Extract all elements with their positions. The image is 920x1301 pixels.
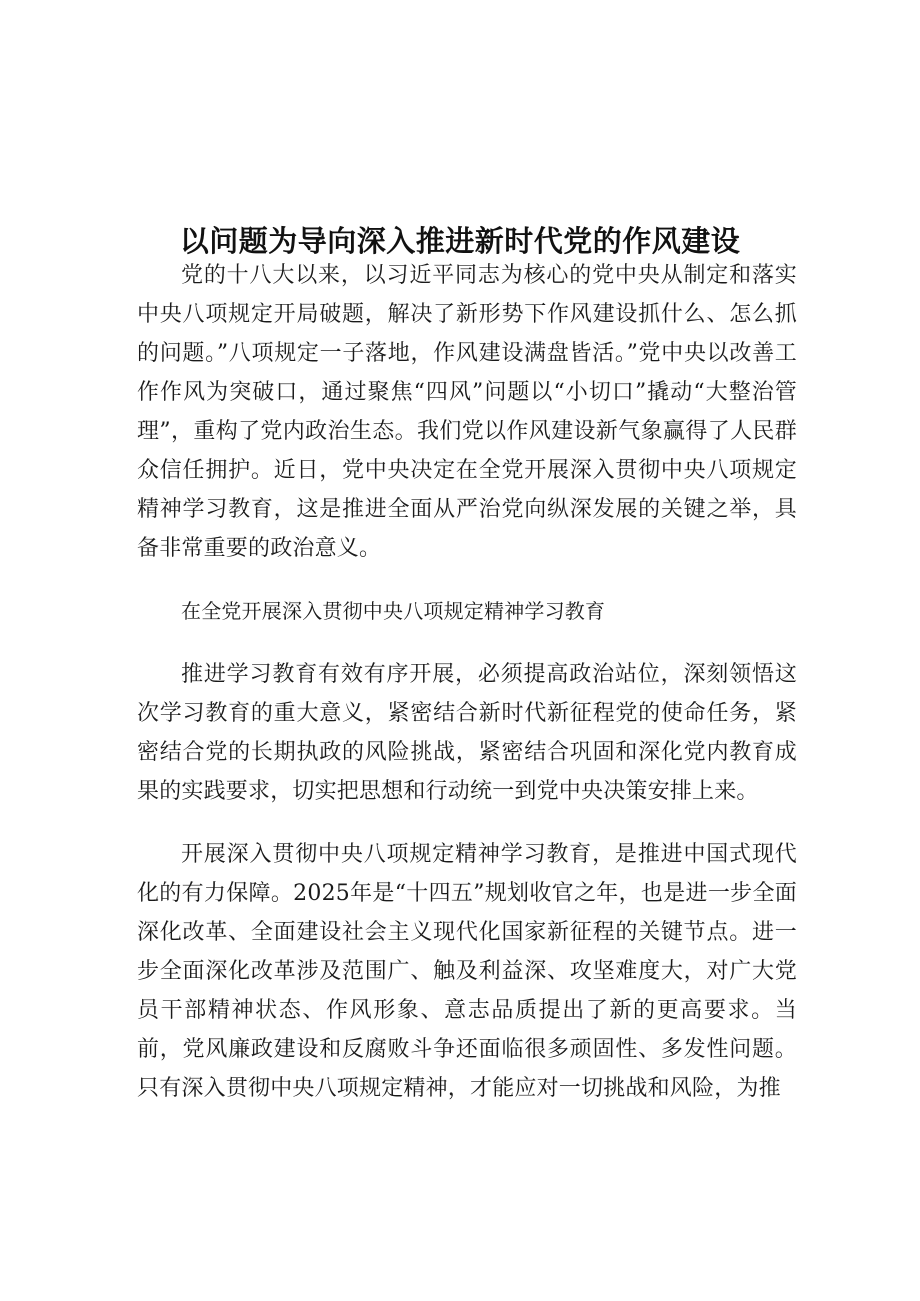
document-title: 以问题为导向深入推进新时代党的作风建设 [179,224,741,259]
paragraph-intro: 党的十八大以来，以习近平同志为核心的党中央从制定和落实中央八项规定开局破题，解决了新形势下作风建设抓什么、怎么抓的问题。”八项规定一子落地，作风建设满盘皆活。”党中央以改善工作作风为突破口，通过聚焦“四风”问题以“小切口”撬动“大整治管理”，重构了党内政治生态。我们党以作风建设新气象赢得了人民群众信任拥护。近日，党中央决定在全党开展深入贯彻中央八项规定精神学习教育，这是推进全面从严治党向纵深发展的关键之举，具备非常重要的政治意义。 [137,263,797,561]
paragraph-study: 推进学习教育有效有序开展，必须提高政治站位，深刻领悟这次学习教育的重大意义，紧密结合新时代新征程党的使命任务，紧密结合党的长期执政的风险挑战，紧密结合巩固和深化党内教育成果的实践要求，切实把思想和行动统一到党中央决策安排上来。 [137,662,797,804]
paragraph-modernization: 开展深入贯彻中央八项规定精神学习教育，是推进中国式现代化的有力保障。2025年是“十四五”规划收官之年，也是进一步全面深化改革、全面建设社会主义现代化国家新征程的关键节点。进一步全面深化改革涉及范围广、触及利益深、攻坚难度大，对广大党员干部精神状态、作风形象、意志品质提出了新的更高要求。当前，党风廉政建设和反腐败斗争还面临很多顽固性、多发性问题。只有深入贯彻中央八项规定精神，才能应对一切挑战和风险，为推 [137,842,797,1101]
document-body [137,256,797,1108]
section-heading: 在全党开展深入贯彻中央八项规定精神学习教育 [181,599,606,623]
